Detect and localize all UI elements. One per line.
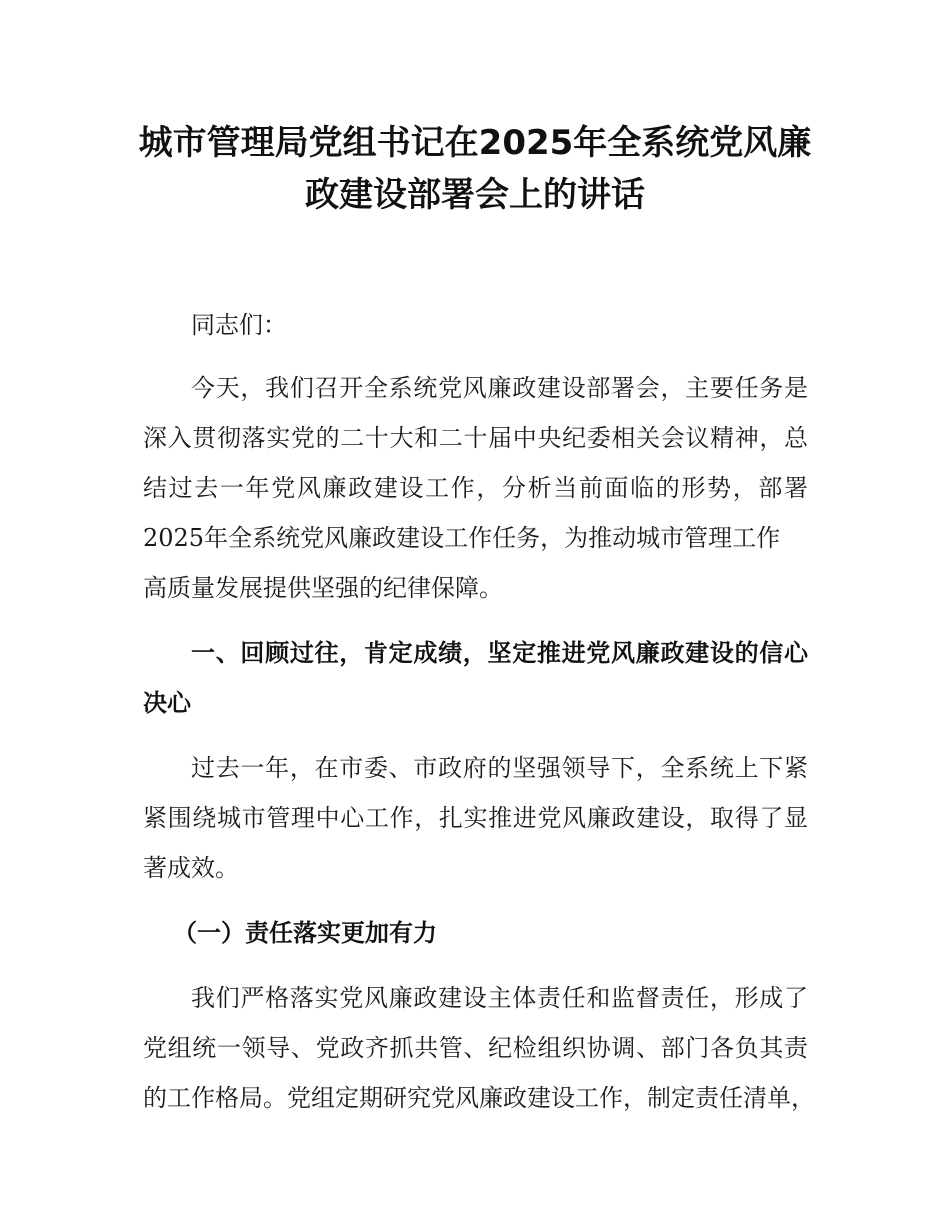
- paragraph-line: 今天，我们召开全系统党风廉政建设部署会，主要任务是: [191, 374, 808, 402]
- paragraph-line: 党组统一领导、党政齐抓共管、纪检组织协调、部门各负其责: [143, 1034, 808, 1062]
- paragraph-line: 2025年全系统党风廉政建设工作任务，为推动城市管理工作: [143, 524, 781, 552]
- paragraph-line: 过去一年，在市委、市政府的坚强领导下，全系统上下紧: [191, 754, 808, 782]
- section-heading-line-1: 一、回顾过往，肯定成绩，坚定推进党风廉政建设的信心: [191, 639, 808, 667]
- paragraph-line: 的工作格局。党组定期研究党风廉政建设工作，制定责任清单，: [143, 1084, 815, 1112]
- paragraph-line: 深入贯彻落实党的二十大和二十届中央纪委相关会议精神，总: [143, 424, 808, 452]
- paragraph-line: 高质量发展提供坚强的纪律保障。: [143, 574, 503, 602]
- paragraph-line: 我们严格落实党风廉政建设主体责任和监督责任，形成了: [191, 984, 808, 1012]
- paragraph-line: 紧围绕城市管理中心工作，扎实推进党风廉政建设，取得了显: [143, 804, 808, 832]
- section-heading-line-2: 决心: [143, 689, 191, 717]
- paragraph-line: 结过去一年党风廉政建设工作，分析当前面临的形势，部署: [143, 474, 808, 502]
- paragraph-line: 著成效。: [143, 854, 239, 882]
- document-title-line-1: 城市管理局党组书记在2025年全系统党风廉: [138, 123, 812, 163]
- salutation: 同志们：: [191, 311, 287, 339]
- subsection-heading: （一）责任落实更加有力: [173, 919, 437, 947]
- document-title-line-2: 政建设部署会上的讲话: [305, 175, 645, 215]
